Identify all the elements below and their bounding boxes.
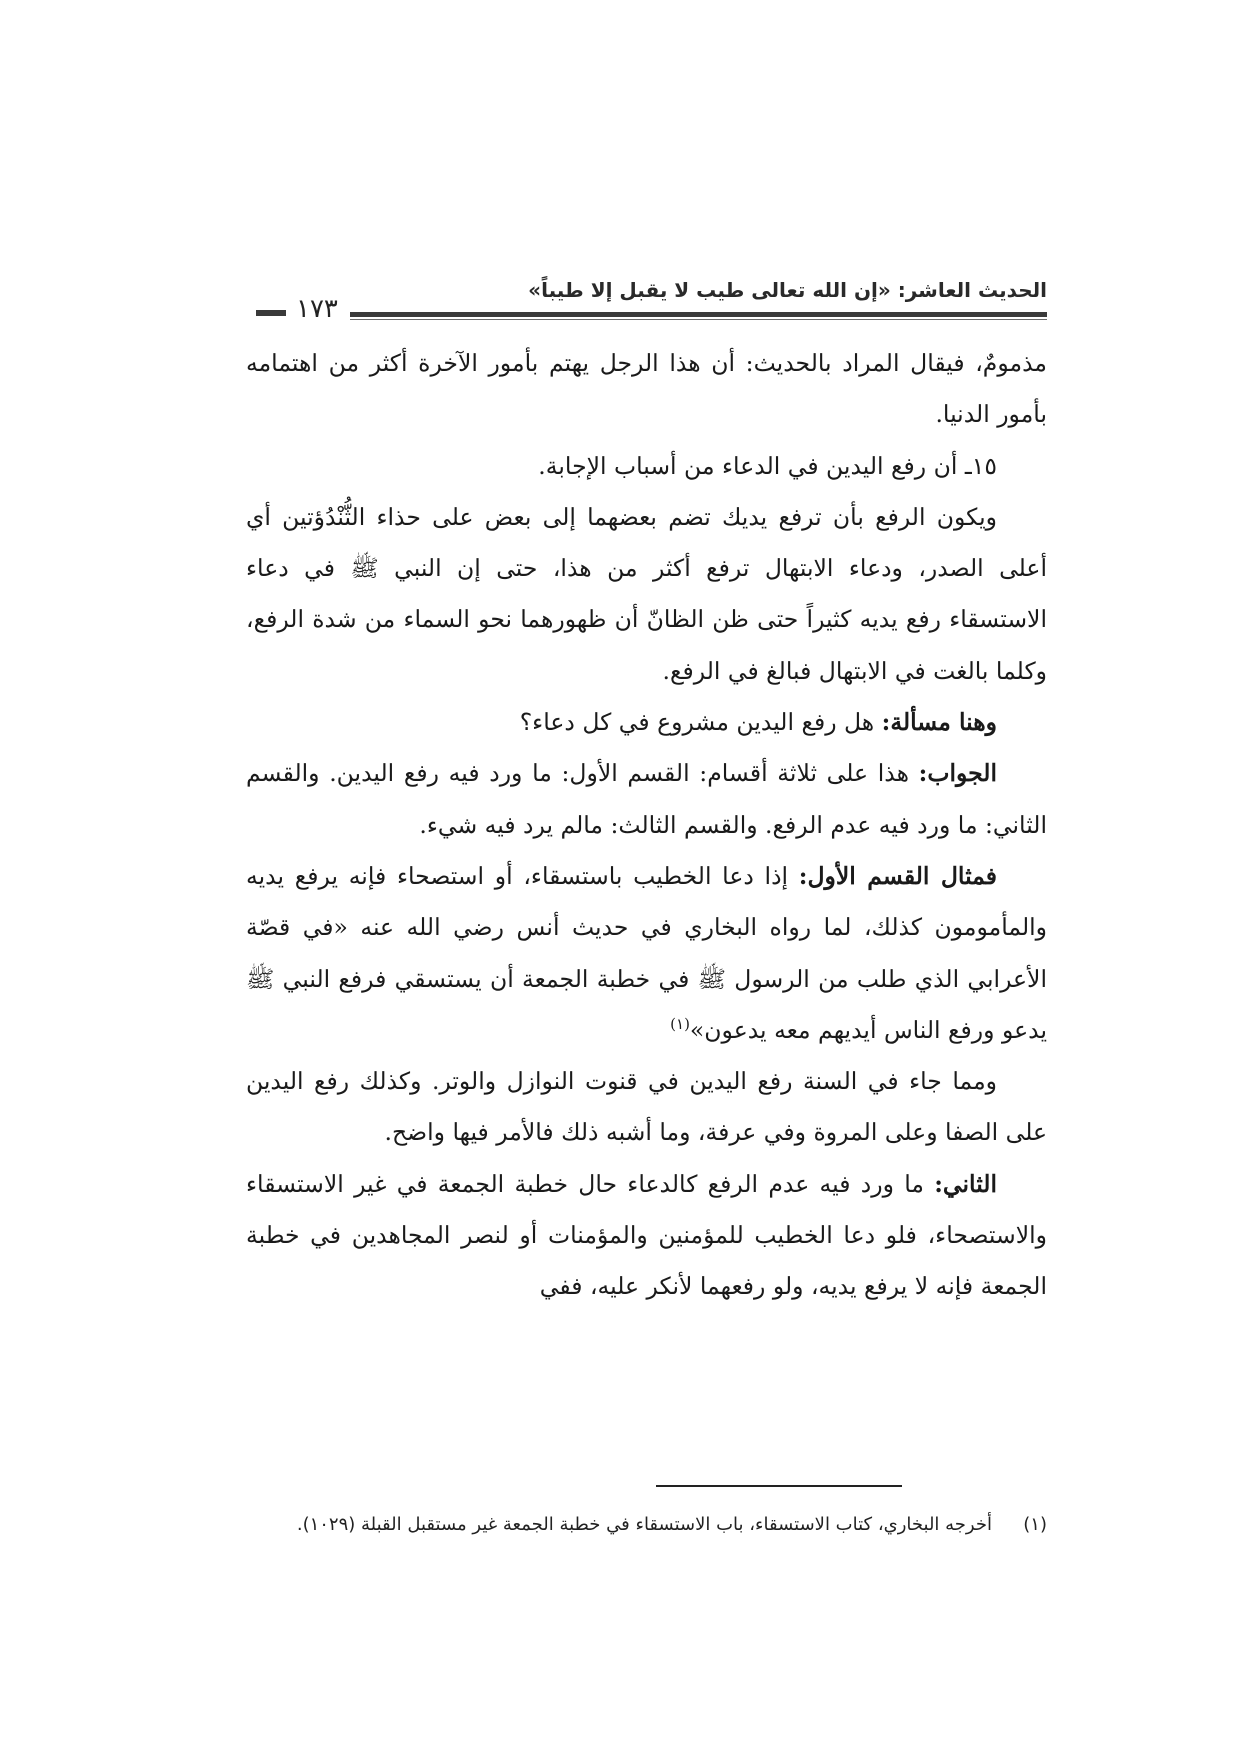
footnotes [246,1506,1047,1544]
paragraph-text: ١٥ـ أن رفع اليدين في الدعاء من أسباب الإجابة. [538,451,997,480]
chapter-title: الحديث العاشر: «إن الله تعالى طيب لا يقبل إلا طيباً» [528,278,1047,302]
header-rule [350,312,1047,317]
paragraph [246,441,1047,492]
paragraph-text: ومما جاء في السنة رفع اليدين في قنوت النوازل والوتر. وكذلك رفع اليدين على الصفا وعلى المروة وفي عرفة، وما أشبه ذلك فالأمر فيها واضح. [246,1067,1047,1147]
paragraph [246,1056,1047,1159]
footnote-item [246,1506,1047,1544]
page-number-ornament [256,310,286,316]
paragraph-text: ويكون الرفع بأن ترفع يديك تضم بعضهما إلى بعض على حذاء الثُّنْدُؤتين أي أعلى الصدر، ودعاء الابتهال ترفع أكثر من هذا، حتى إن النبي ﷺ في دعاء الاستسقاء رفع يديه كثيراً حتى ظن الظانّ أن ظهورهما نحو السماء من شدة الرفع، وكلما بالغت في الابتهال فبالغ في الرفع. [246,502,1047,685]
footnote-text: أخرجه البخاري، كتاب الاستسقاء، باب الاستسقاء في خطبة الجمعة غير مستقبل القبلة (١٠٢٩). [296,1514,992,1535]
paragraph [246,1159,1047,1313]
paragraph-text: هل رفع اليدين مشروع في كل دعاء؟ [519,708,882,737]
paragraph-text: إذا دعا الخطيب باستسقاء، أو استصحاء فإنه يرفع يديه والمأمومون كذلك، لما رواه البخاري في حديث أنس رضي الله عنه «في قصّة الأعرابي الذي طلب من الرسول ﷺ في خطبة الجمعة أن يستسقي فرفع النبي ﷺ يدعو ورفع الناس أيديهم معه يدعون» [246,861,1047,1044]
main-text [246,338,1047,1313]
footnote-separator [656,1485,902,1487]
paragraph [246,851,1047,1056]
paragraph-lead: وهنا مسألة: [881,708,997,737]
paragraph-text: مذمومٌ، فيقال المراد بالحديث: أن هذا الرجل يهتم بأمور الآخرة أكثر من اهتمامه بأمور الدنيا. [246,349,1047,429]
footnote-reference[interactable]: (١) [670,1015,690,1034]
paragraph [246,492,1047,697]
paragraph [246,697,1047,748]
paragraph-lead: الجواب: [918,759,997,788]
header-rule-thin [350,319,1047,320]
paragraph [246,338,1047,441]
paragraph-text: ما ورد فيه عدم الرفع كالدعاء حال خطبة الجمعة في غير الاستسقاء والاستصحاء، فلو دعا الخطيب للمؤمنين والمؤمنات أو لنصر المجاهدين في خطبة الجمعة فإنه لا يرفع يديه، ولو رفعهما لأنكر عليه، ففي [246,1169,1047,1301]
paragraph-lead: فمثال القسم الأول: [798,861,998,890]
running-header [256,278,1047,324]
footnote-number: (١) [1023,1514,1047,1535]
paragraph-lead: الثاني: [934,1169,997,1198]
paragraph [246,748,1047,851]
page-number: ١٧٣ [296,294,338,324]
paragraph-text: هذا على ثلاثة أقسام: القسم الأول: ما ورد فيه رفع اليدين. والقسم الثاني: ما ورد فيه عدم الرفع. والقسم الثالث: مالم يرد فيه شيء. [246,759,1047,839]
